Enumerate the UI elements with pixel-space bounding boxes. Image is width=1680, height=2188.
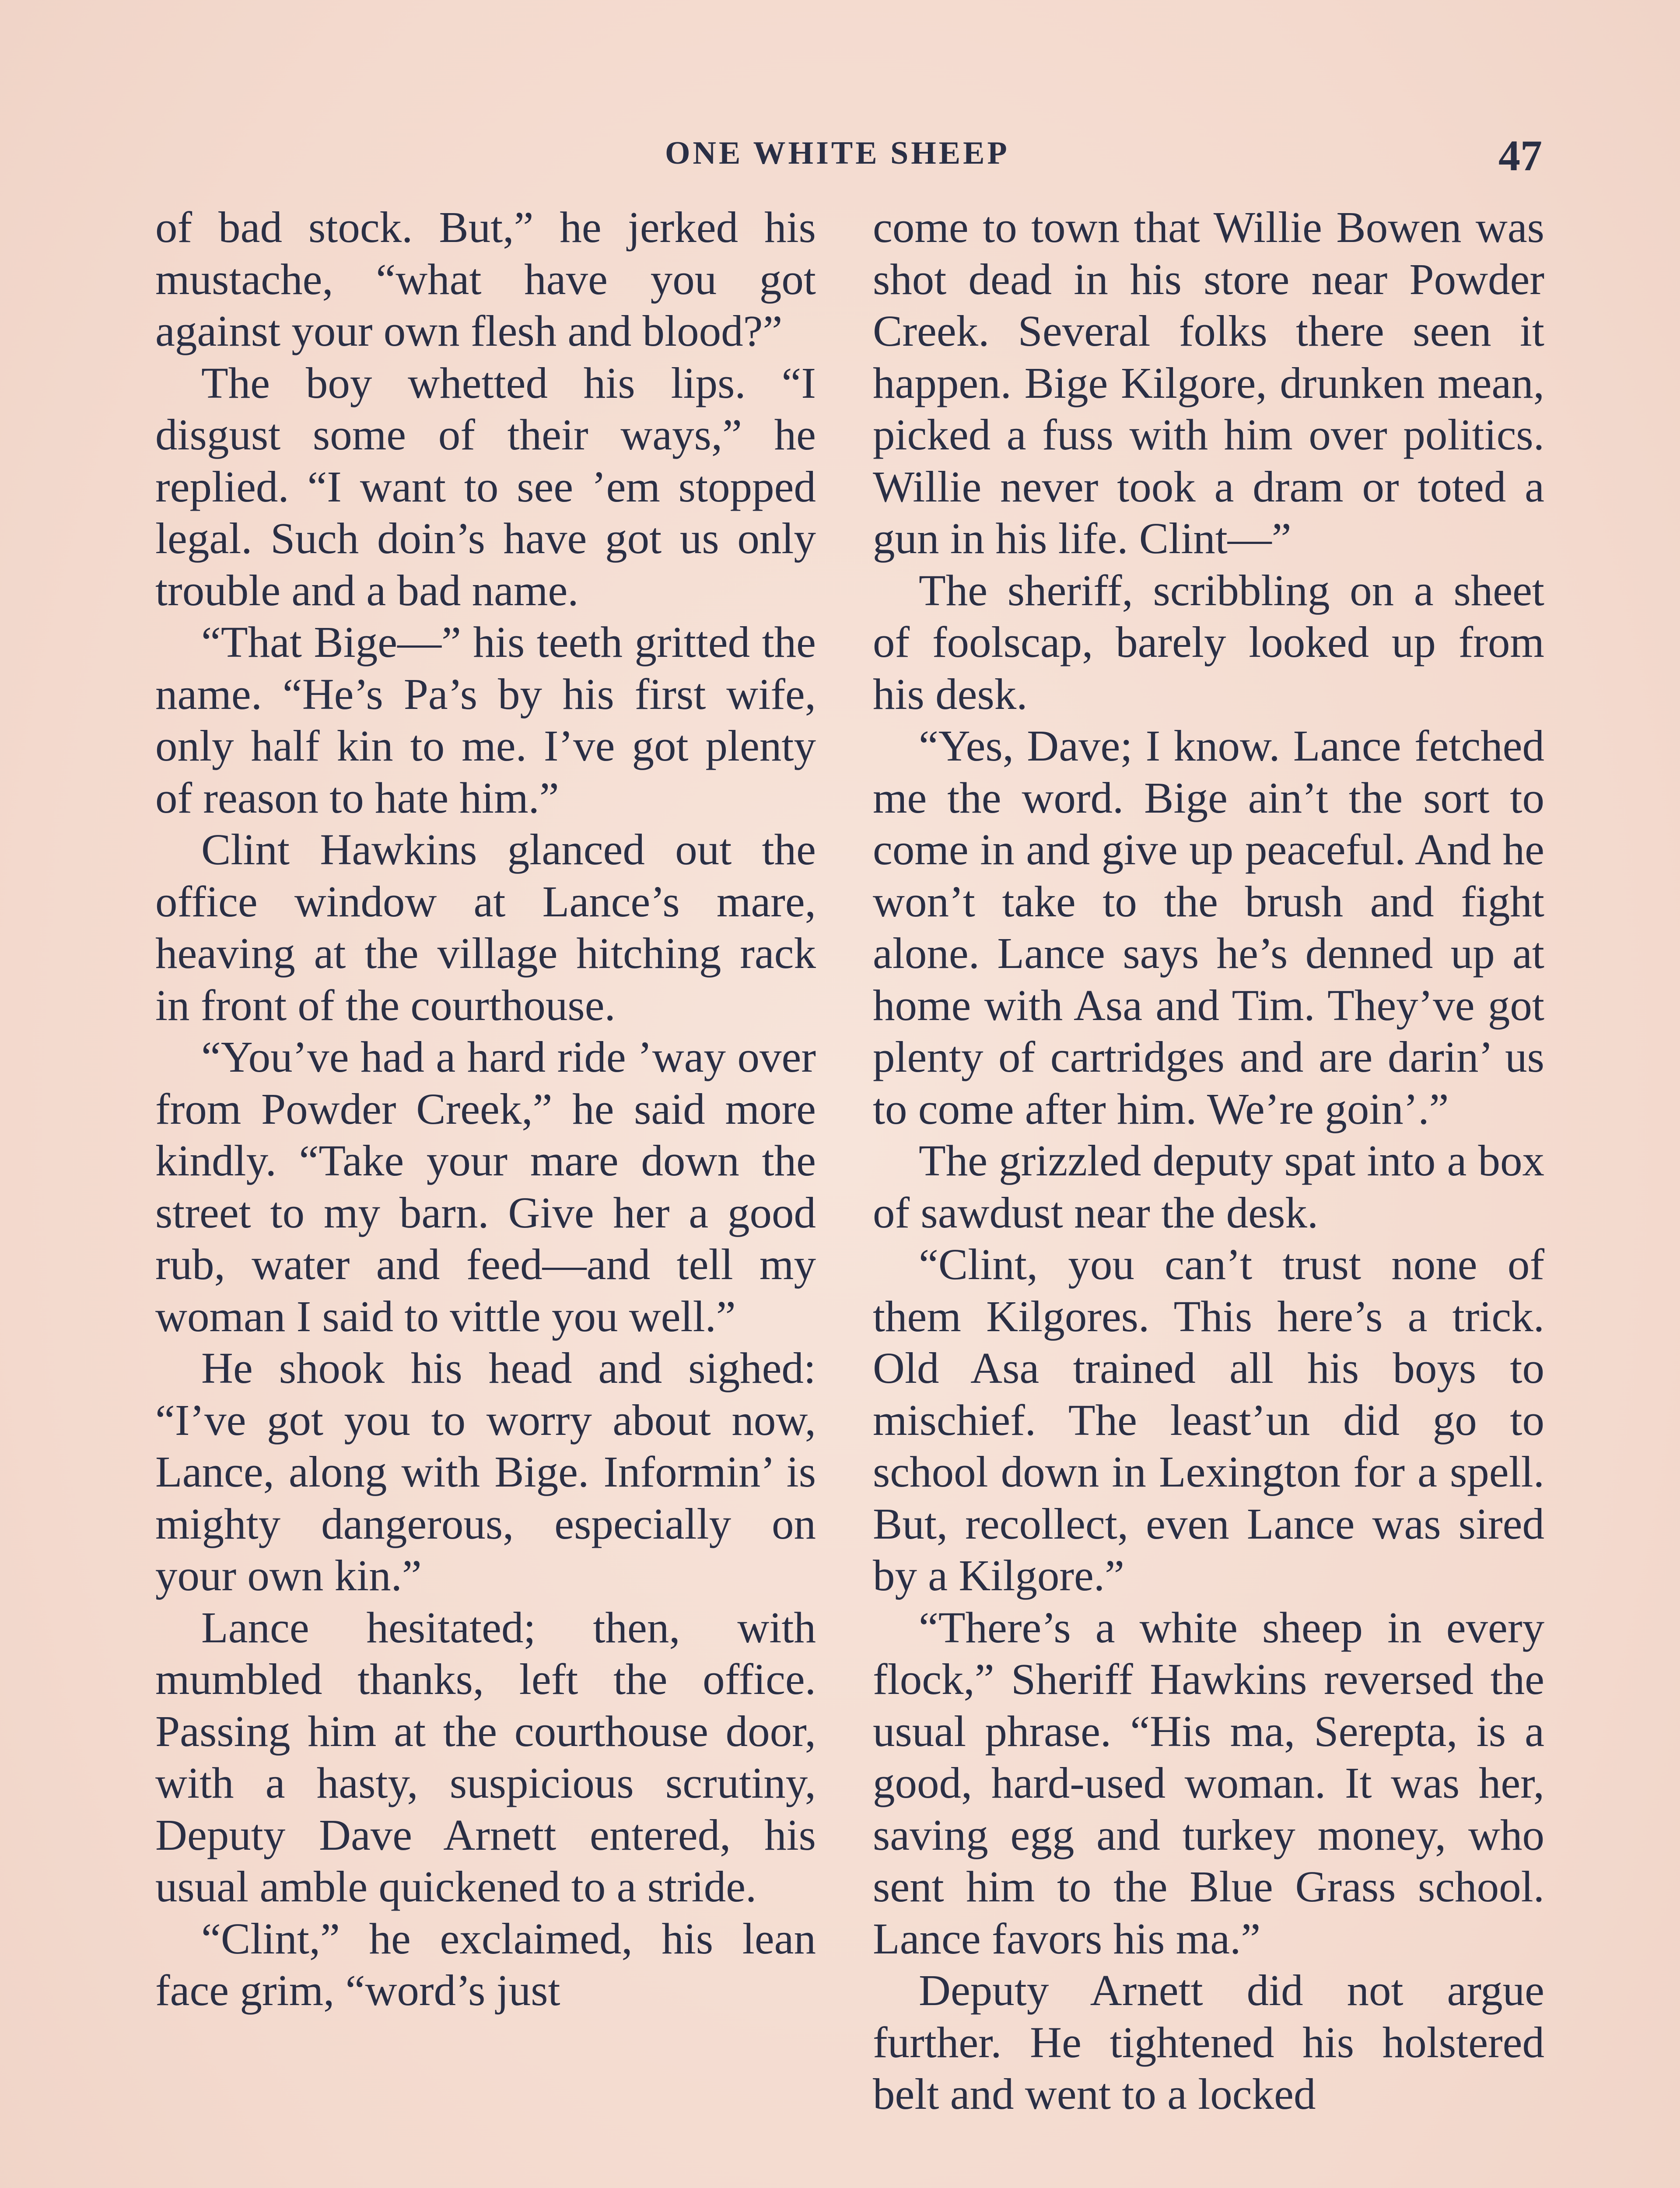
paragraph: come to town that Willie Bowen was shot dead in his store near Powder Creek. Several folks there seen it happen. Bige Kilgore, drunken mean, picked a fuss with him over politics. Willie never took a dram or toted a gun in his life. Clint—” (873, 203, 1544, 563)
paragraph: The sheriff, scribbling on a sheet of foolscap, barely looked up from his desk. (873, 565, 1544, 719)
paragraph: “Yes, Dave; I know. Lance fetched me the word. Bige ain’t the sort to come in and give up peaceful. And he won’t take to the brush and fight alone. Lance says he’s denned up at home with Asa and Tim. They’ve got plenty of cartridges and are darin’ us to come after him. We’re goin’.” (873, 721, 1544, 1133)
paragraph: “You’ve had a hard ride ’way over from Powder Creek,” he said more kindly. “Take your mare down the street to my barn. Give her a good rub, water and feed—and tell my woman I said to vittle you well.” (155, 1032, 816, 1341)
paragraph: Deputy Arnett did not argue further. He tightened his holstered belt and went to a locked (873, 1966, 1544, 2118)
right-column (873, 201, 1544, 2120)
paragraph: The grizzled deputy spat into a box of sawdust near the desk. (873, 1136, 1544, 1237)
paragraph: The boy whetted his lips. “I disgust some of their ways,” he replied. “I want to see ’em stopped legal. Such doin’s have got us only trouble and a bad name. (155, 358, 816, 615)
paragraph: Lance hesitated; then, with mumbled thanks, left the office. Passing him at the courthouse door, with a hasty, suspicious scrutiny, Deputy Dave Arnett entered, his usual amble quickened to a stride. (155, 1602, 816, 1911)
left-column (155, 201, 816, 2016)
paragraph: “There’s a white sheep in every flock,” Sheriff Hawkins reversed the usual phrase. “His ma, Serepta, is a good, hard-used woman. It was her, saving egg and turkey money, who sent him to the Blue Grass school. Lance favors his ma.” (873, 1602, 1544, 1963)
paragraph: He shook his head and sighed: “I’ve got you to worry about now, Lance, along with Bige. Informin’ is mighty dangerous, especially on your own kin.” (155, 1343, 816, 1600)
running-title: ONE WHITE SHEEP (665, 135, 1010, 171)
paragraph: “Clint,” he exclaimed, his lean face grim, “word’s just (155, 1914, 816, 2015)
paragraph: “Clint, you can’t trust none of them Kilgores. This here’s a trick. Old Asa trained all his boys to mischief. The least’un did go to school down in Lexington for a spell. But, recollect, even Lance was sired by a Kilgore.” (873, 1240, 1544, 1600)
page-number: 47 (1498, 131, 1542, 180)
paragraph: “That Bige—” his teeth gritted the name. “He’s Pa’s by his first wife, only half kin to me. I’ve got plenty of reason to hate him.” (155, 617, 816, 822)
paragraph: of bad stock. But,” he jerked his mustache, “what have you got against your own flesh and blood?” (155, 203, 816, 355)
running-head (0, 130, 1680, 179)
paragraph: Clint Hawkins glanced out the office window at Lance’s mare, heaving at the village hitching rack in front of the courthouse. (155, 825, 816, 1030)
